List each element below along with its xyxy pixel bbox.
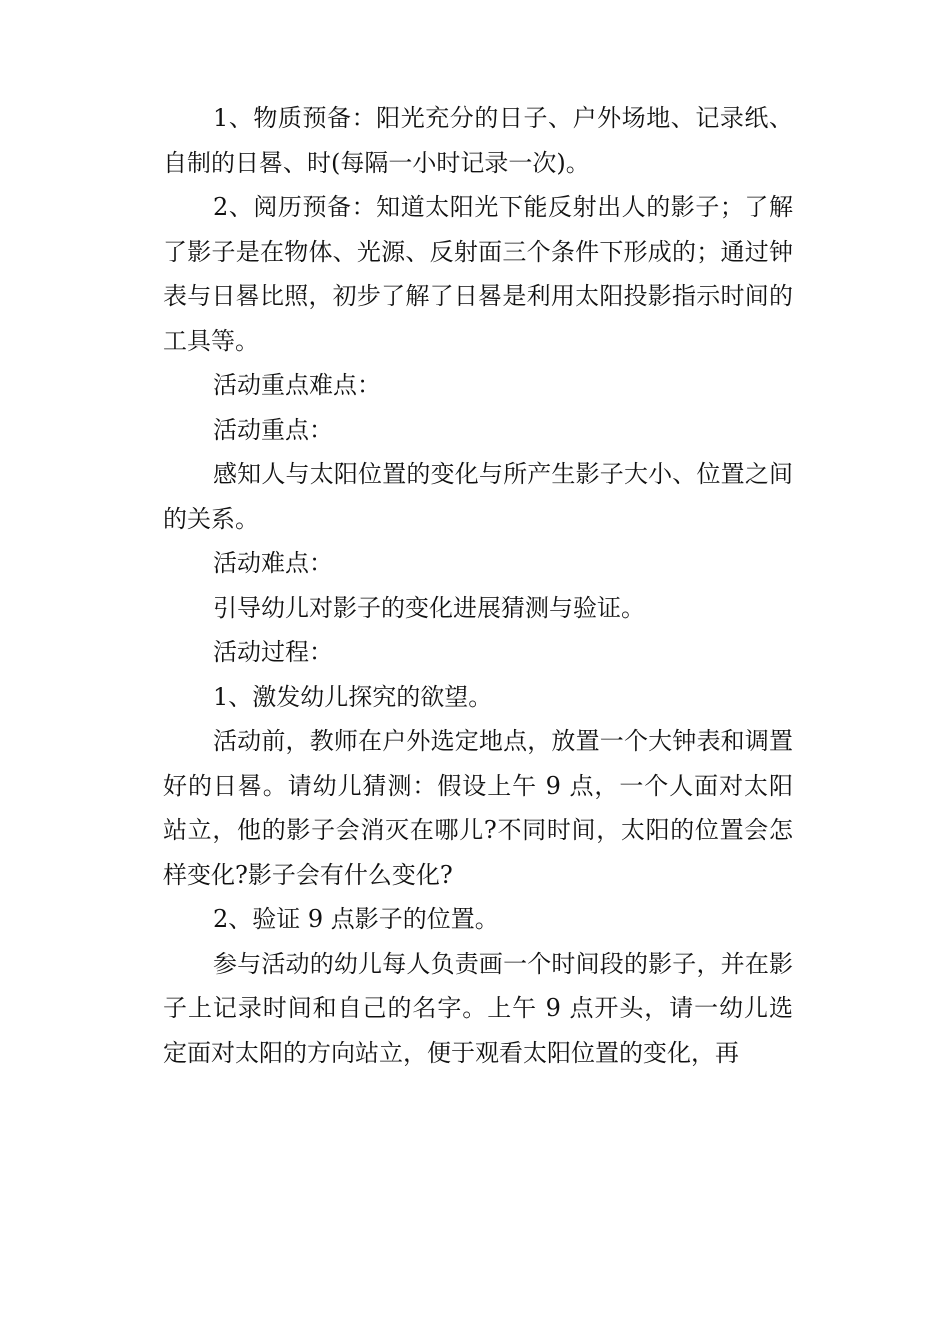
heading-key-difficult-points: 活动重点难点： (213, 371, 381, 399)
paragraph-difficult-point: 引导幼儿对影子的变化进展猜测与验证。 (213, 593, 645, 622)
paragraph-material-prep: 1、物质预备：阳光充分的日子、户外场地、记录纸、自制的日晷、时(每隔一小时记录一次)。 (163, 104, 793, 177)
paragraph-step-2: 参与活动的幼儿每人负责画一个时间段的影子，并在影子上记录时间和自己的名字。上午 9 点开头，请一幼儿选定面对太阳的方向站立，便于观看太阳位置的变化，再 (163, 949, 793, 1067)
heading-difficult-point: 活动难点： (213, 549, 333, 577)
body-text (163, 96, 793, 1075)
paragraph-experience-prep: 2、阅历预备：知道太阳光下能反射出人的影子；了解了影子是在物体、光源、反射面三个条件下形成的；通过钟表与日晷比照，初步了解了日晷是利用太阳投影指示时间的工具等。 (163, 193, 793, 355)
paragraph-key-point: 感知人与太阳位置的变化与所产生影子大小、位置之间的关系。 (163, 460, 793, 533)
heading-activity-process: 活动过程： (213, 638, 333, 666)
paragraph-step-1: 活动前，教师在户外选定地点，放置一个大钟表和调置好的日晷。请幼儿猜测：假设上午 9 点，一个人面对太阳站立，他的影子会消灭在哪儿?不同时间，太阳的位置会怎样变化?影子会有什么变化? (163, 727, 793, 889)
step-1-heading: 1、激发幼儿探究的欲望。 (213, 682, 493, 711)
heading-key-point: 活动重点： (213, 415, 333, 444)
step-2-heading: 2、验证 9 点影子的位置。 (213, 905, 499, 933)
